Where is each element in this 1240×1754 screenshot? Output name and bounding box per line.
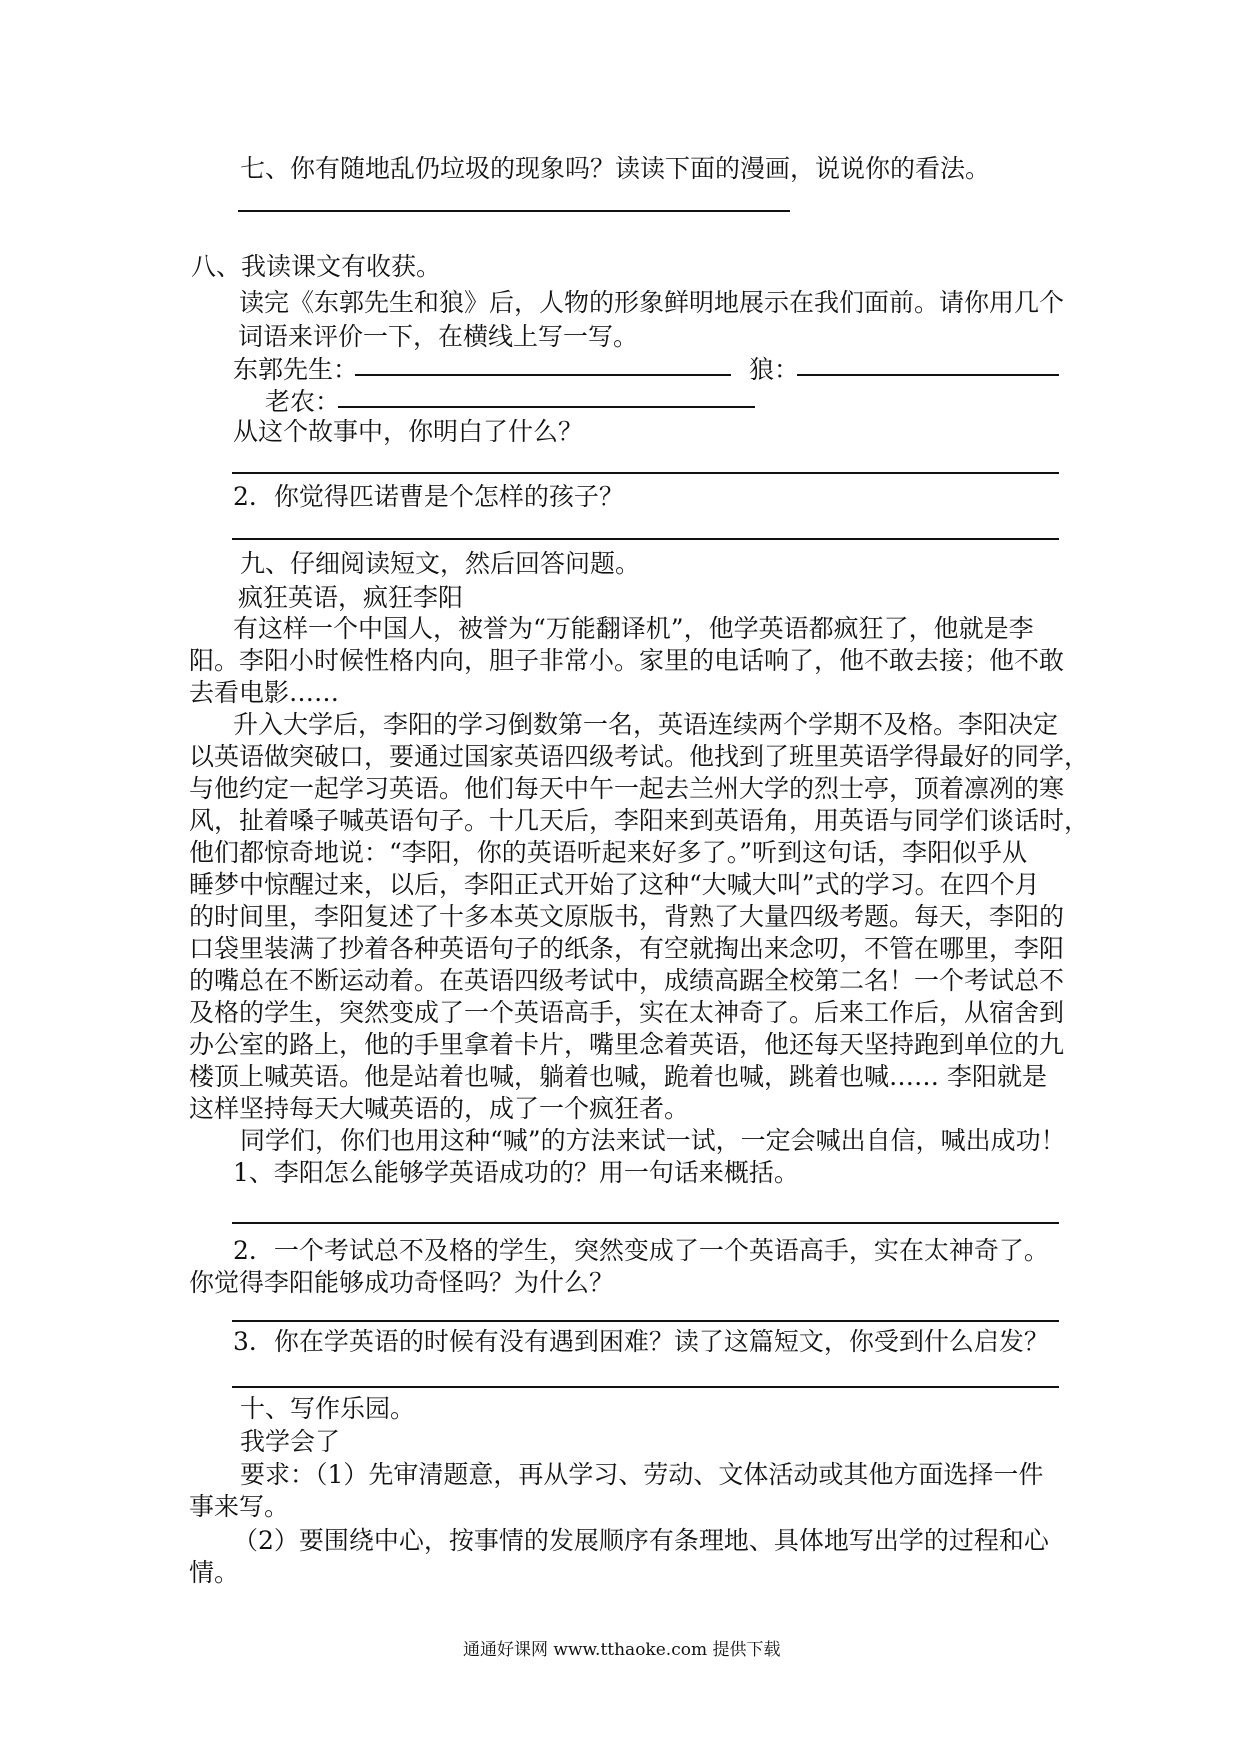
story-p2-line9: 的嘴总在不断运动着。在英语四级考试中，成绩高踞全校第二名！一个考试总不 [189,966,1065,995]
story-p2-line13: 这样坚持每天大喊英语的，成了一个疯狂者。 [189,1094,690,1123]
answer-line-9-q2[interactable] [232,1320,1059,1322]
story-p2-line10: 及格的学生，突然变成了一个英语高手，实在太神奇了。后来工作后，从宿舍到 [189,998,1065,1027]
section-10-title: 十、写作乐园。 [240,1394,416,1423]
answer-line-8-q1[interactable] [232,472,1059,474]
story-p2-line11: 办公室的路上，他的手里拿着卡片，嘴里念着英语，他还每天坚持跑到单位的九 [189,1030,1065,1059]
requirement-2-line2: 情。 [189,1558,240,1587]
story-p3: 同学们，你们也用这种“喊”的方法来试一试，一定会喊出自信，喊出成功！ [240,1126,1066,1155]
section-8-title: 八、我读课文有收获。 [191,252,442,281]
story-p2-line6: 睡梦中惊醒过来，以后，李阳正式开始了这种“大喊大叫”式的学习。在四个月 [189,870,1040,899]
answer-line-dongguo[interactable] [355,374,731,376]
story-p2-line3: 与他约定一起学习英语。他们每天中午一起去兰州大学的烈士亭，顶着凛冽的寒 [189,774,1065,803]
requirement-1-line2: 事来写。 [189,1492,290,1521]
story-p2-line7: 的时间里，李阳复述了十多本英文原版书，背熟了大量四级考题。每天，李阳的 [189,902,1065,931]
writing-topic: 我学会了 [240,1427,341,1456]
story-p2-line4: 风，扯着嗓子喊英语句子。十几天后，李阳来到英语角，用英语与同学们谈话时， [189,806,1090,835]
section-8-intro-line1: 读完《东郭先生和狼》后，人物的形象鲜明地展示在我们面前。请你用几个 [239,288,1065,317]
label-farmer: 老农： [265,387,341,416]
section-8-intro-line2: 词语来评价一下，在横线上写一写。 [238,322,639,351]
section-9-q2-line1: 2．一个考试总不及格的学生，突然变成了一个英语高手，实在太神奇了。 [233,1236,1049,1265]
story-p1-line2: 阳。李阳小时候性格内向，胆子非常小。家里的电话响了，他不敢去接；他不敢 [189,646,1065,675]
answer-line-9-q1[interactable] [232,1222,1059,1224]
requirement-2-line1: （2）要围绕中心，按事情的发展顺序有条理地、具体地写出学的过程和心 [233,1526,1049,1555]
footer-credit: 通通好课网 www.tthaoke.com 提供下载 [463,1640,781,1660]
answer-line-7[interactable] [238,210,790,212]
answer-line-8-q2[interactable] [232,538,1059,540]
story-p2-line8: 口袋里装满了抄着各种英语句子的纸条，有空就掏出来念叨，不管在哪里，李阳 [189,934,1065,963]
label-wolf: 狼： [749,355,800,384]
requirement-1-line1: 要求：（1）先审清题意，再从学习、劳动、文体活动或其他方面选择一件 [240,1460,1044,1489]
story-p2-line5: 他们都惊奇地说：“李阳，你的英语听起来好多了。”听到这句话，李阳似乎从 [189,838,1028,867]
story-p2-line12: 楼顶上喊英语。他是站着也喊，躺着也喊，跪着也喊，跳着也喊…… 李阳就是 [189,1062,1047,1091]
answer-line-farmer[interactable] [338,406,755,408]
section-9-q1: 1、李阳怎么能够学英语成功的？用一句话来概括。 [233,1158,799,1187]
story-p1-line3: 去看电影…… [189,678,340,707]
section-8-q2: 2．你觉得匹诺曹是个怎样的孩子？ [233,482,624,511]
section-9-title: 九、仔细阅读短文，然后回答问题。 [240,549,641,578]
story-p1-line1: 有这样一个中国人，被誉为“万能翻译机”，他学英语都疯狂了，他就是李 [233,614,1034,643]
label-dongguo: 东郭先生： [233,355,359,384]
story-p2-line2: 以英语做突破口，要通过国家英语四级考试。他找到了班里英语学得最好的同学， [189,742,1090,771]
answer-line-9-q3[interactable] [232,1386,1059,1388]
story-p2-line1: 升入大学后，李阳的学习倒数第一名，英语连续两个学期不及格。李阳决定 [233,710,1059,739]
section-8-q1: 从这个故事中，你明白了什么？ [233,417,584,446]
story-title: 疯狂英语，疯狂李阳 [238,583,464,612]
section-9-q2-line2: 你觉得李阳能够成功奇怪吗？为什么？ [189,1268,615,1297]
answer-line-wolf[interactable] [797,374,1059,376]
section-7-title: 七、你有随地乱仍垃圾的现象吗？读读下面的漫画，说说你的看法。 [240,154,991,183]
section-9-q3: 3．你在学英语的时候有没有遇到困难？读了这篇短文，你受到什么启发？ [233,1327,1049,1356]
